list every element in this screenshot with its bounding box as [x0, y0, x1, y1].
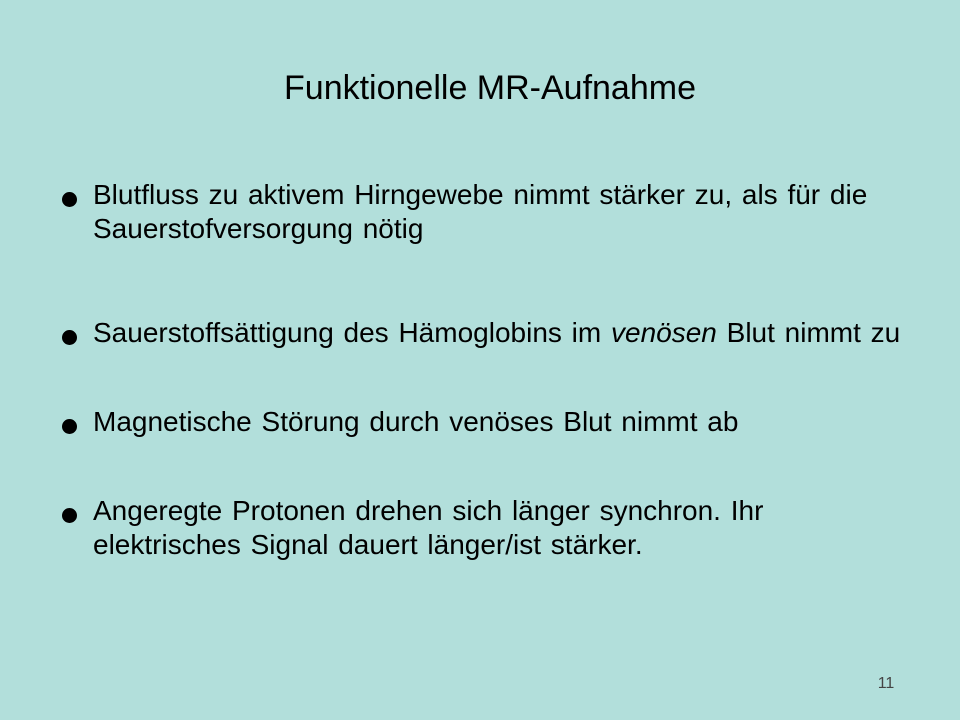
bullet-dot-icon: [62, 330, 77, 345]
bullet-text: Angeregte Protonen drehen sich länger synchron. Ihr elektrisches Signal dauert länger/ist stärker.: [93, 495, 764, 560]
bullet-text-part: Sauerstoffsättigung des Hämoglobins im: [93, 317, 611, 348]
bullet-item-blood-flow: [60, 178, 920, 246]
page-number: 11: [877, 675, 895, 692]
bullet-text: Blutfluss zu aktivem Hirngewebe nimmt stärker zu, als für die Sauerstofversorgung nötig: [93, 179, 868, 244]
bullet-text-emphasis: venösen: [611, 317, 717, 348]
bullet-dot-icon: [62, 508, 77, 523]
slide-title: Funktionelle MR-Aufnahme: [284, 69, 696, 107]
bullet-item-oxygen-saturation: [60, 316, 920, 350]
bullet-text: Magnetische Störung durch venöses Blut nimmt ab: [93, 406, 739, 437]
bullet-item-magnetic-disturbance: [60, 405, 920, 439]
bullet-dot-icon: [62, 192, 77, 207]
bullet-text: [93, 316, 920, 350]
bullet-text-part: Blut nimmt zu: [716, 317, 901, 348]
bullet-dot-icon: [62, 419, 77, 434]
bullet-item-protons: [60, 494, 920, 562]
